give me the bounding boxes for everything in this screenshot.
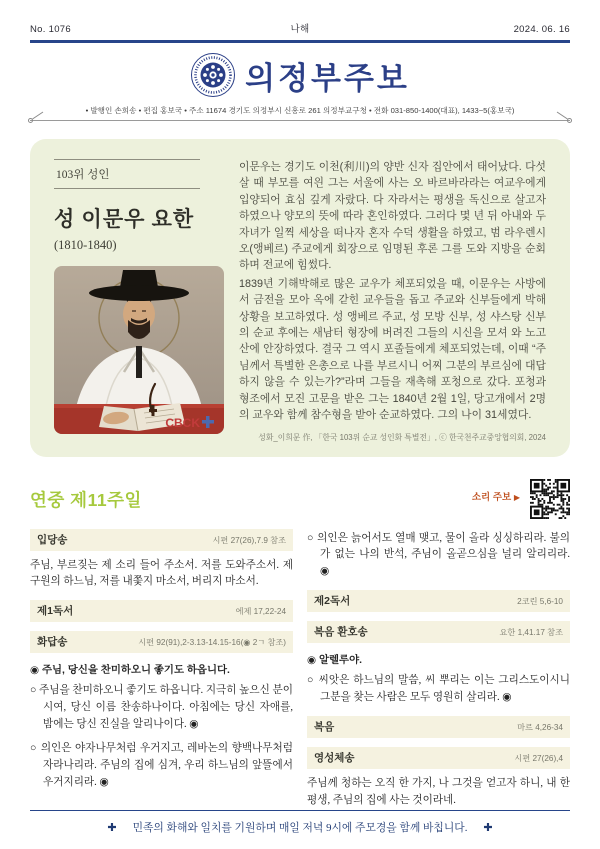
top-bar [30,0,570,35]
section-gospel [307,716,570,738]
section-reference: 시편 27(26),4 [514,754,563,764]
saint-portrait [54,266,224,434]
section-title: 제2독서 [314,595,351,608]
ornament-right-icon [556,111,572,123]
liturgy-header [30,479,570,519]
saint-card-right [239,159,546,443]
section-reference: 요한 1,41.17 참조 [499,628,563,638]
cbck-watermark: CBCK [165,416,200,430]
section-responsorial-psalm [30,631,293,653]
section-title: 입당송 [37,533,68,546]
acclamation-verse: ○ 씨앗은 하느님의 말씀, 씨 뿌리는 이는 그리스도이시니 그분을 찾는 사람은 모두 영원히 살리라. ◉ [307,675,570,704]
communion-antiphon-text: 주님께 청하는 오직 한 가지, 나 그것을 얻고자 하니, 내 한평생, 주님의 집에 사는 것이라네. [307,778,570,807]
cross-icon: ✚ [483,822,493,835]
right-column [307,529,570,811]
section-reference: 에제 17,22-24 [235,607,286,617]
section-title: 복음 환호송 [314,626,368,639]
diocese-emblem-icon [190,52,236,98]
publication-info [30,105,570,121]
issue-number: No. 1076 [30,24,71,35]
cross-icon: ✚ [107,822,117,835]
section-communion-antiphon [307,747,570,769]
section-entrance-antiphon [30,529,293,551]
section-gospel-acclamation [307,621,570,643]
section-title: 복음 [314,721,335,734]
saint-bio-paragraph-2: 1839년 기해박해로 많은 교우가 체포되었을 때, 이문우는 사방에서 금전을 모아 옥에 갇힌 교우들을 돕고 주교와 신부들에게 박해 상황을 보고하였다. 성 앵베르 주교, 성 모방 신부, 성 샤스탕 신부의 순교 후에는 새남터 형장에 버려진 그들의 시신을 모셔 와 노고산에 안장하였다. 결국 그 역시 포졸들에게 체포되었는데, 이때 “주님께서 특별한 은총으로 나를 부르시니 어찌 그분의 부르심에 대답하지 않을 수 있는가?”라며 그들을 재촉해 포청으로 갔다. 포청과 형조에서 모진 고문을 받은 그는 1840년 2월 1일, 당고개에서 2명의 교우와 함께 참수형을 받아 순교하였다. 그의 나이 31세였다. [239,277,546,422]
liturgy-columns [30,529,570,811]
saint-years: (1810-1840) [54,238,117,252]
section-reference: 2코린 5,6-10 [517,597,563,607]
saint-tag: 103위 성인 [54,159,200,189]
portrait-caption: 성화_이희문 作, 「한국 103위 순교 성인화 특별전」, ⓒ 한국천주교중앙협의회, 2024 [258,432,546,442]
section-second-reading [307,590,570,612]
play-icon: ▶ [513,492,520,502]
section-title: 영성체송 [314,752,355,765]
section-reference: 시편 92(91),2-3.13-14.15-16(◉ 2ㄱ 참조) [138,638,286,648]
bulletin-title: 의정부주보 [245,60,410,96]
publication-info-text: • 발행인 손희송 • 편집 홍보국 • 주소 11674 경기도 의정부시 신흥로 261 의정부교구청 • 전화 031-850-1400(대표), 1433~5(홍보국) [85,106,515,115]
section-reference: 시편 27(26),7.9 참조 [212,535,286,545]
header-divider [30,40,570,43]
ornament-left-icon [28,111,44,123]
psalm-verse-3: ○ 의인은 늙어서도 열매 맺고, 물이 올라 싱싱하리라. 불의가 없는 나의 반석, 주님이 올곧으심을 널리 알리리라. ◉ [307,532,570,578]
psalm-response: ◉ 주님, 당신을 찬미하오니 좋기도 하옵니다. [30,665,230,677]
footer [30,810,570,835]
saint-card-left [54,159,224,443]
left-column [30,529,293,811]
saint-name: 성 이문우 요한 [54,207,195,231]
psalm-verse-2: ○ 의인은 야자나무처럼 우거지고, 레바논의 향백나무처럼 자라나리라. 주님의 집에 심겨, 우리 하느님의 앞뜰에서 우거지리라. ◉ [30,743,293,789]
section-reference: 마르 4,26-34 [517,723,563,733]
issue-date: 2024. 06. 16 [513,24,570,35]
psalm-verse-1: ○ 주님을 찬미하오니 좋기도 하옵니다. 지극히 높으신 분이시여, 당신 이름 찬송하나이다. 아침에는 당신 자애를, 밤에는 당신 진실을 알리나이다. ◉ [30,685,293,731]
masthead [30,52,570,98]
lectionary-cycle: 나해 [290,24,310,35]
liturgy-section-title: 연중 제11주일 [30,489,142,510]
footer-notice: 민족의 화해와 일치를 기원하며 매일 저녁 9시에 주모경을 함께 바칩니다. [132,822,468,835]
saint-bio-paragraph-1: 이문우는 경기도 이천(利川)의 양반 신자 집안에서 태어났다. 다섯 살 때 부모를 여읜 그는 서울에 사는 오 바르바라라는 여교우에게 입양되어 효심 깊게 자랐다. 다 자라서는 평생을 독신으로 살고자 하였으나 양모의 뜻에 따라 혼인하였다. 그러다 몇 년 뒤 아내와 두 자녀가 일찍 세상을 떠나자 혼자 수덕 생활을 하였고, 범 라우렌시오(앵베르) 주교에게 회장으로 임명된 후론 그를 도와 지방을 순회하며 전교에 힘썼다. [239,161,546,272]
qr-code[interactable] [530,479,570,519]
section-title: 제1독서 [37,605,74,618]
section-title: 화답송 [37,636,68,649]
audio-bulletin-link[interactable] [472,479,520,503]
acclamation-response: ◉ 알렐루야. [307,655,362,667]
section-first-reading [30,600,293,622]
entrance-antiphon-text: 주님, 부르짖는 제 소리 들어 주소서. 저를 도와주소서. 제 구원의 하느님, 저를 내쫓지 마소서, 버리지 마소서. [30,559,293,588]
audio-bulletin-label: 소리 주보 [471,491,512,503]
saint-card [30,139,570,457]
